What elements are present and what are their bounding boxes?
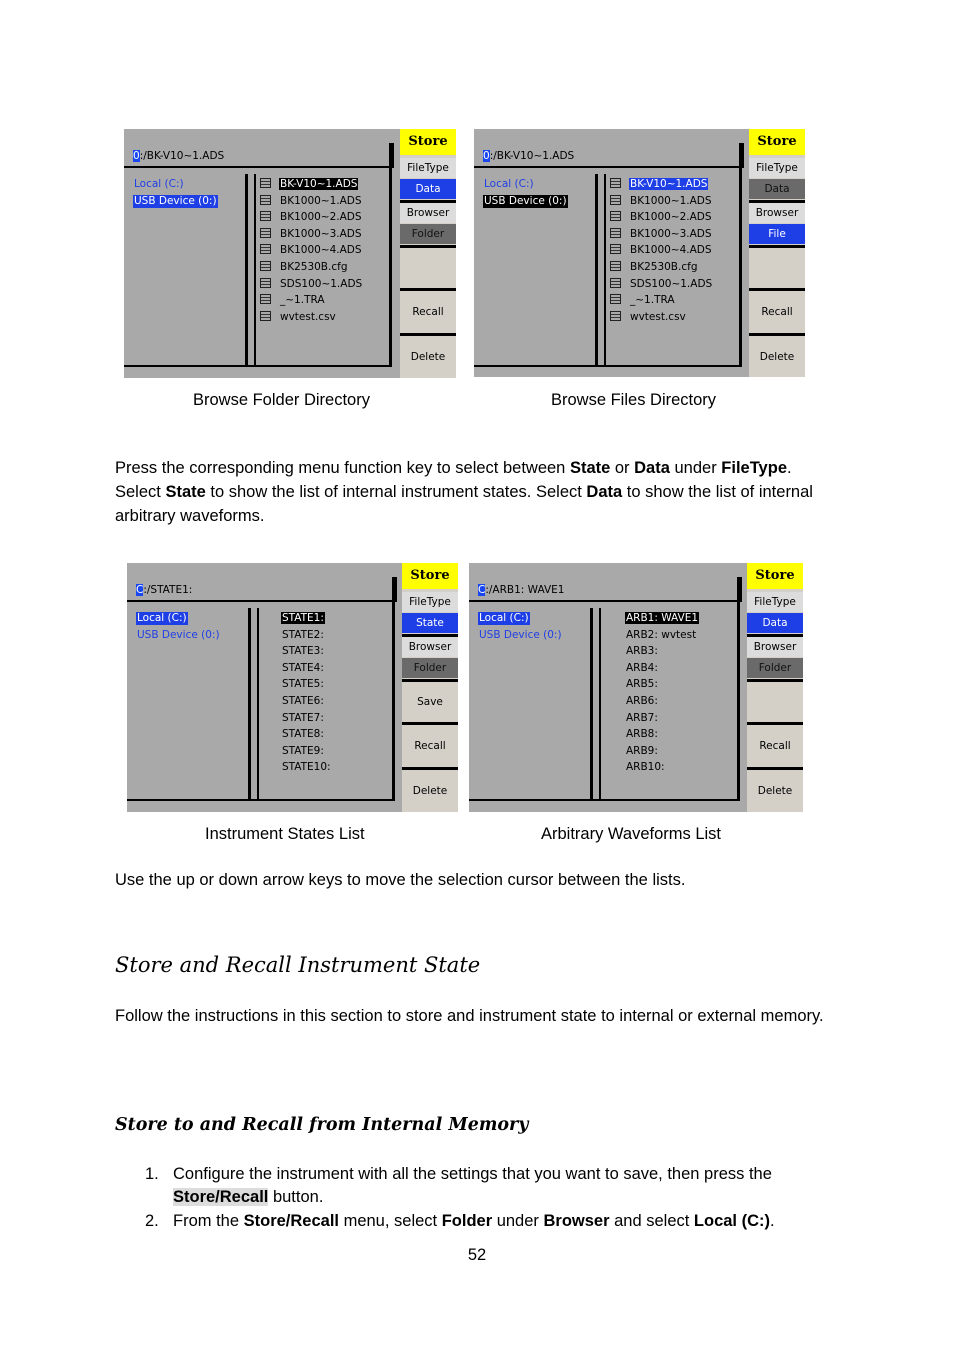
screen-instrument-states: [127, 563, 458, 812]
filetype-value[interactable]: Data: [747, 613, 803, 633]
delete-button[interactable]: Delete: [759, 350, 795, 363]
divider: [737, 577, 740, 801]
list-item[interactable]: ARB7:: [626, 711, 658, 724]
file-icon: [610, 278, 621, 288]
file-icon: [260, 178, 271, 188]
caption-browse-folder: Browse Folder Directory: [193, 391, 370, 409]
list-item[interactable]: STATE3:: [282, 645, 324, 658]
softkey-filetype[interactable]: FileType: [402, 592, 458, 612]
recall-button[interactable]: Recall: [761, 306, 793, 318]
divider: [257, 608, 259, 801]
list-item[interactable]: STATE6:: [282, 694, 324, 707]
path-display: 0:/BK-V10~1.ADS: [133, 150, 225, 162]
store-recall-key: Store/Recall: [173, 1188, 269, 1206]
browser-value[interactable]: Folder: [402, 658, 458, 678]
caption-browse-files: Browse Files Directory: [551, 391, 717, 409]
file-icon: [260, 294, 271, 304]
list-item[interactable]: ARB10:: [626, 761, 665, 774]
device-local[interactable]: Local (C:): [137, 612, 187, 624]
divider: [742, 143, 744, 168]
file-icon: [260, 278, 271, 288]
section-heading: Store and Recall Instrument State: [115, 953, 481, 977]
divider: [590, 608, 593, 801]
list-item[interactable]: ARB9:: [626, 744, 658, 757]
file-item[interactable]: SDS100~1.ADS: [610, 276, 713, 293]
file-icon: [260, 228, 271, 238]
delete-button[interactable]: Delete: [410, 351, 446, 363]
file-item[interactable]: wvtest.csv: [610, 309, 713, 326]
file-item[interactable]: BK1000~3.ADS: [610, 226, 713, 243]
softkey-empty[interactable]: [749, 248, 805, 288]
list-item[interactable]: ARB5:: [626, 678, 658, 691]
device-list: [133, 176, 218, 210]
divider: [395, 577, 397, 602]
divider: [248, 608, 251, 801]
softkey-browser[interactable]: Browser: [402, 637, 458, 657]
divider: [469, 600, 740, 602]
caption-instrument-states: Instrument States List: [205, 825, 365, 843]
softkey-empty[interactable]: [400, 248, 456, 288]
divider: [254, 174, 256, 367]
paragraph-section-intro: Follow the instructions in this section to store and instrument state to internal or external memory.: [115, 1007, 824, 1025]
divider: [469, 799, 740, 801]
list-item[interactable]: STATE9:: [282, 744, 324, 757]
divider: [245, 174, 248, 367]
file-icon: [260, 261, 271, 271]
delete-button[interactable]: Delete: [412, 785, 448, 797]
screen-arbitrary-waveforms: [469, 563, 803, 812]
file-item[interactable]: SDS100~1.ADS: [260, 276, 363, 293]
file-item[interactable]: BK1000~4.ADS: [260, 242, 363, 259]
divider: [474, 365, 742, 367]
softkey-browser[interactable]: Browser: [400, 203, 456, 223]
path-display: C:/STATE1:: [136, 584, 193, 596]
waveform-list: [625, 610, 699, 776]
file-list: [260, 176, 363, 325]
list-item[interactable]: STATE5:: [282, 678, 324, 691]
file-icon: [610, 294, 621, 304]
device-list: [478, 610, 563, 644]
list-item[interactable]: ARB6:: [626, 694, 658, 707]
device-local[interactable]: Local (C:): [484, 178, 534, 190]
file-icon: [610, 244, 621, 254]
list-item[interactable]: ARB1: WAVE1: [626, 612, 699, 624]
caption-arbitrary-waveforms: Arbitrary Waveforms List: [541, 825, 722, 843]
recall-button[interactable]: Recall: [759, 740, 791, 752]
browser-value[interactable]: Folder: [400, 224, 456, 244]
file-item[interactable]: BK1000~1.ADS: [610, 193, 713, 210]
list-item[interactable]: STATE8:: [282, 728, 324, 741]
filetype-value[interactable]: Data: [749, 179, 805, 199]
paragraph-filetype: Press the corresponding menu function key to select between State or Data under FileType. Select State to show the list of internal instrument states. Select Data to show the list of internal arbitrary waveforms.: [115, 459, 813, 525]
file-icon: [610, 261, 621, 271]
file-item[interactable]: BK-V10~1.ADS: [610, 176, 713, 193]
list-item[interactable]: ARB4:: [626, 661, 658, 674]
file-item[interactable]: BK1000~3.ADS: [260, 226, 363, 243]
divider: [127, 799, 395, 801]
divider: [739, 143, 742, 367]
file-icon: [610, 178, 621, 188]
list-item[interactable]: STATE10:: [282, 761, 331, 774]
file-icon: [260, 311, 271, 321]
file-item[interactable]: BK2530B.cfg: [610, 259, 713, 276]
softkey-filetype[interactable]: FileType: [400, 158, 456, 178]
device-list: [483, 176, 568, 210]
device-usb[interactable]: USB Device (0:): [134, 195, 217, 207]
filetype-value[interactable]: State: [402, 613, 458, 633]
list-item[interactable]: STATE2:: [282, 628, 324, 641]
list-item-step-1: 1. Configure the instrument with all the settings that you want to save, then press the Store/Recall button.: [145, 1165, 772, 1206]
delete-button[interactable]: Delete: [757, 785, 793, 797]
list-item[interactable]: STATE1:: [282, 612, 324, 624]
path-display: C:/ARB1: WAVE1: [478, 584, 565, 596]
page-number: 52: [467, 1246, 487, 1264]
softkey-empty[interactable]: [747, 682, 803, 722]
file-item[interactable]: BK1000~2.ADS: [610, 209, 713, 226]
divider: [392, 577, 395, 801]
file-icon: [260, 211, 271, 221]
file-list: [610, 176, 713, 325]
menu-title: Store: [749, 129, 805, 155]
softkey-menu: [400, 129, 456, 378]
paragraph-arrow-keys: Use the up or down arrow keys to move the selection cursor between the lists.: [115, 871, 686, 889]
file-icon: [610, 195, 621, 205]
file-icon: [260, 195, 271, 205]
divider: [595, 174, 598, 367]
file-item[interactable]: BK-V10~1.ADS: [260, 176, 363, 193]
softkey-menu: [402, 563, 458, 812]
file-item[interactable]: _~1.TRA: [260, 292, 363, 309]
file-icon: [610, 211, 621, 221]
list-item[interactable]: ARB3:: [626, 645, 658, 658]
divider: [599, 608, 601, 801]
browser-value[interactable]: File: [749, 224, 805, 244]
file-item[interactable]: BK1000~1.ADS: [260, 193, 363, 210]
device-usb[interactable]: USB Device (0:): [484, 195, 567, 207]
divider: [392, 143, 394, 168]
device-local[interactable]: Local (C:): [479, 612, 529, 624]
divider: [124, 365, 392, 367]
device-local[interactable]: Local (C:): [134, 178, 184, 190]
file-icon: [260, 244, 271, 254]
softkey-filetype[interactable]: FileType: [747, 592, 803, 612]
file-item[interactable]: BK1000~2.ADS: [260, 209, 363, 226]
device-list: [136, 610, 221, 644]
divider: [740, 577, 742, 602]
file-item[interactable]: _~1.TRA: [610, 292, 713, 309]
filetype-value[interactable]: Data: [400, 179, 456, 199]
softkey-menu: [749, 129, 805, 377]
file-item[interactable]: wvtest.csv: [260, 309, 363, 326]
recall-button[interactable]: Recall: [414, 740, 446, 752]
save-button[interactable]: Save: [417, 696, 443, 708]
recall-button[interactable]: Recall: [412, 306, 444, 318]
screen-browse-files: [474, 129, 805, 377]
subsection-heading: Store to and Recall from Internal Memory: [115, 1115, 529, 1135]
divider: [604, 174, 606, 367]
list-item[interactable]: ARB8:: [626, 728, 658, 741]
divider: [474, 166, 742, 168]
divider: [127, 600, 395, 602]
path-display: 0:/BK-V10~1.ADS: [483, 150, 575, 162]
softkey-filetype[interactable]: FileType: [749, 158, 805, 178]
divider: [124, 166, 392, 168]
list-item[interactable]: STATE7:: [282, 711, 324, 724]
list-item[interactable]: STATE4:: [282, 661, 324, 674]
device-usb[interactable]: USB Device (0:): [479, 629, 562, 641]
browser-value[interactable]: Folder: [747, 658, 803, 678]
menu-title: Store: [400, 129, 456, 155]
list-item[interactable]: ARB2: wvtest: [626, 628, 697, 641]
divider: [389, 143, 392, 367]
device-usb[interactable]: USB Device (0:): [137, 629, 220, 641]
softkey-browser[interactable]: Browser: [747, 637, 803, 657]
menu-title: Store: [747, 563, 803, 589]
screen-browse-folder: [124, 129, 456, 378]
softkey-browser[interactable]: Browser: [749, 203, 805, 223]
softkey-menu: [747, 563, 803, 812]
file-icon: [610, 311, 621, 321]
file-item[interactable]: BK1000~4.ADS: [610, 242, 713, 259]
file-item[interactable]: BK2530B.cfg: [260, 259, 363, 276]
file-icon: [610, 228, 621, 238]
list-item-step-2: 2. From the Store/Recall menu, select Folder under Browser and select Local (C:).: [145, 1212, 775, 1230]
state-list: [281, 610, 332, 776]
menu-title: Store: [402, 563, 458, 589]
